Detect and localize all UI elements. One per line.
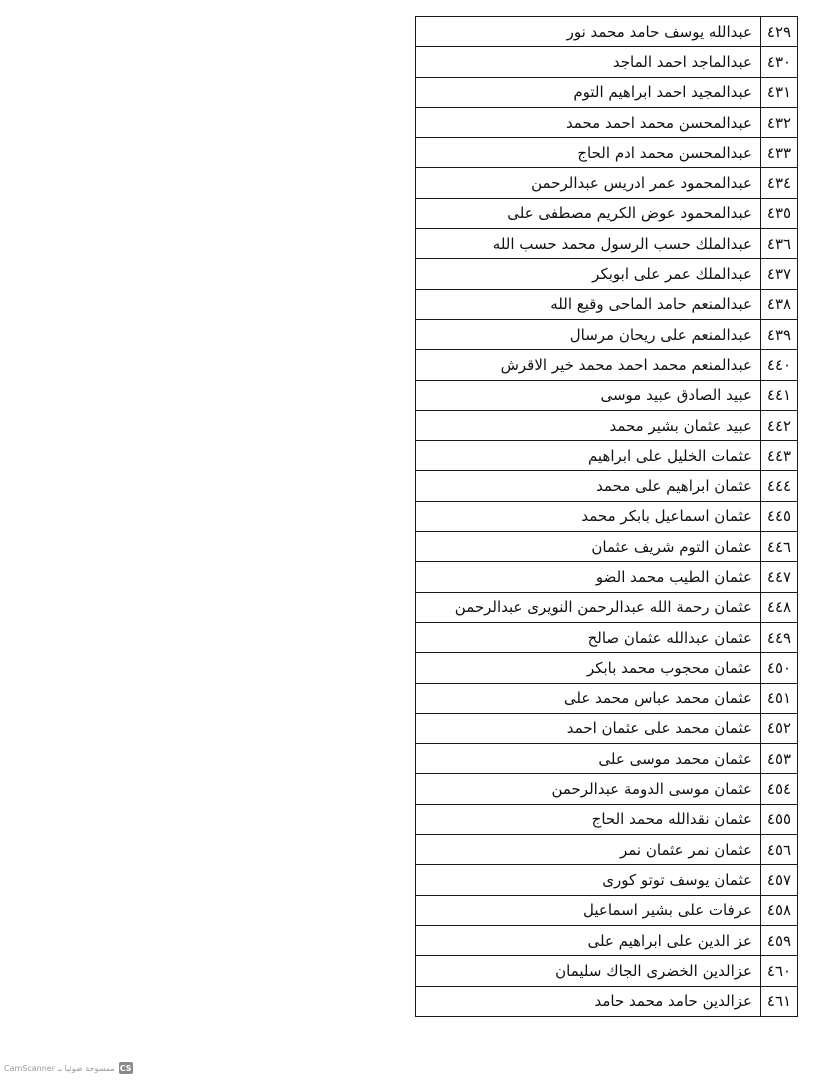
table-row (416, 168, 798, 198)
row-number: ٤٣٧ (761, 259, 798, 289)
row-number: ٤٣٤ (761, 168, 798, 198)
table-row (416, 107, 798, 137)
table-row (416, 592, 798, 622)
row-name: عبدالله يوسف حامد محمد نور (416, 17, 761, 47)
names-table (415, 16, 798, 1017)
table-row (416, 350, 798, 380)
row-number: ٤٤٢ (761, 410, 798, 440)
table-row (416, 653, 798, 683)
row-number: ٤٦٠ (761, 956, 798, 986)
row-name: عبدالملك عمر على ابوبكر (416, 259, 761, 289)
row-name: عثمات الخليل على ابراهيم (416, 441, 761, 471)
row-name: عبدالملك حسب الرسول محمد حسب الله (416, 229, 761, 259)
table-row (416, 683, 798, 713)
row-name: عثمان الطيب محمد الضو (416, 562, 761, 592)
table-row (416, 622, 798, 652)
table-row (416, 319, 798, 349)
row-name: عبدالمحمود عوض الكريم مصطفى على (416, 198, 761, 228)
row-name: عبدالمحسن محمد ادم الحاج (416, 138, 761, 168)
row-number: ٤٤٦ (761, 532, 798, 562)
row-name: عبدالمنعم على ريحان مرسال (416, 319, 761, 349)
table-row (416, 804, 798, 834)
row-name: عز الدين على ابراهيم على (416, 925, 761, 955)
row-number: ٤٤١ (761, 380, 798, 410)
row-name: عثمان محمد عباس محمد على (416, 683, 761, 713)
row-number: ٤٥٥ (761, 804, 798, 834)
table-row (416, 410, 798, 440)
row-name: عثمان محجوب محمد بابكر (416, 653, 761, 683)
row-number: ٤٤٩ (761, 622, 798, 652)
table-row (416, 865, 798, 895)
table-row (416, 259, 798, 289)
row-name: عبدالمحسن محمد احمد محمد (416, 107, 761, 137)
row-number: ٤٤٠ (761, 350, 798, 380)
row-number: ٤٣٥ (761, 198, 798, 228)
row-name: عبدالمنعم محمد احمد محمد خير الاقرش (416, 350, 761, 380)
row-name: عثمان رحمة الله عبدالرحمن النويرى عبدالرحمن (416, 592, 761, 622)
table-row (416, 441, 798, 471)
table-row (416, 925, 798, 955)
row-number: ٤٣٩ (761, 319, 798, 349)
row-number: ٤٣٢ (761, 107, 798, 137)
names-table-body (416, 17, 798, 1017)
table-row (416, 289, 798, 319)
row-name: عزالدين حامد محمد حامد (416, 986, 761, 1016)
row-number: ٤٥٤ (761, 774, 798, 804)
table-row (416, 744, 798, 774)
table-row (416, 17, 798, 47)
row-number: ٤٤٥ (761, 501, 798, 531)
row-name: عبيد عثمان بشير محمد (416, 410, 761, 440)
row-name: عثمان موسى الدومة عبدالرحمن (416, 774, 761, 804)
row-name: عبدالمجيد احمد ابراهيم التوم (416, 77, 761, 107)
row-number: ٤٢٩ (761, 17, 798, 47)
row-name: عبيد الصادق عبيد موسى (416, 380, 761, 410)
row-name: عرفات على بشير اسماعيل (416, 895, 761, 925)
table-row (416, 986, 798, 1016)
table-row (416, 895, 798, 925)
table-row (416, 713, 798, 743)
table-row (416, 229, 798, 259)
row-number: ٤٥٠ (761, 653, 798, 683)
row-name: عثمان التوم شريف عثمان (416, 532, 761, 562)
table-row (416, 835, 798, 865)
table-row (416, 380, 798, 410)
row-number: ٤٦١ (761, 986, 798, 1016)
row-number: ٤٣١ (761, 77, 798, 107)
row-number: ٤٣٦ (761, 229, 798, 259)
table-row (416, 77, 798, 107)
row-name: عثمان محمد على عثمان احمد (416, 713, 761, 743)
row-name: عثمان ابراهيم على محمد (416, 471, 761, 501)
table-row (416, 532, 798, 562)
table-row (416, 47, 798, 77)
camscanner-watermark (4, 1062, 133, 1074)
row-name: عثمان محمد موسى على (416, 744, 761, 774)
row-name: عثمان يوسف توتو كورى (416, 865, 761, 895)
table-row (416, 471, 798, 501)
row-number: ٤٤٧ (761, 562, 798, 592)
camscanner-logo-icon: CS (119, 1063, 132, 1073)
row-number: ٤٥٨ (761, 895, 798, 925)
row-number: ٤٤٨ (761, 592, 798, 622)
row-number: ٤٥١ (761, 683, 798, 713)
table-row (416, 138, 798, 168)
row-name: عزالدين الخضرى الجاك سليمان (416, 956, 761, 986)
watermark-text: CamScanner ممسوحة ضوئيا بـ (4, 1063, 115, 1073)
row-name: عثمان اسماعيل بابكر محمد (416, 501, 761, 531)
row-number: ٤٥٧ (761, 865, 798, 895)
row-number: ٤٤٤ (761, 471, 798, 501)
row-number: ٤٥٢ (761, 713, 798, 743)
row-name: عبدالماجد احمد الماجد (416, 47, 761, 77)
table-row (416, 198, 798, 228)
row-name: عبدالمحمود عمر ادريس عبدالرحمن (416, 168, 761, 198)
row-name: عثمان عبدالله عثمان صالح (416, 622, 761, 652)
row-name: عثمان نمر عثمان نمر (416, 835, 761, 865)
row-number: ٤٣٣ (761, 138, 798, 168)
row-number: ٤٥٦ (761, 835, 798, 865)
row-name: عبدالمنعم حامد الماحى وقيع الله (416, 289, 761, 319)
row-number: ٤٥٩ (761, 925, 798, 955)
row-name: عثمان نقدالله محمد الحاج (416, 804, 761, 834)
row-number: ٤٣٨ (761, 289, 798, 319)
row-number: ٤٣٠ (761, 47, 798, 77)
row-number: ٤٥٣ (761, 744, 798, 774)
table-row (416, 562, 798, 592)
table-row (416, 501, 798, 531)
table-row (416, 774, 798, 804)
row-number: ٤٤٣ (761, 441, 798, 471)
table-row (416, 956, 798, 986)
